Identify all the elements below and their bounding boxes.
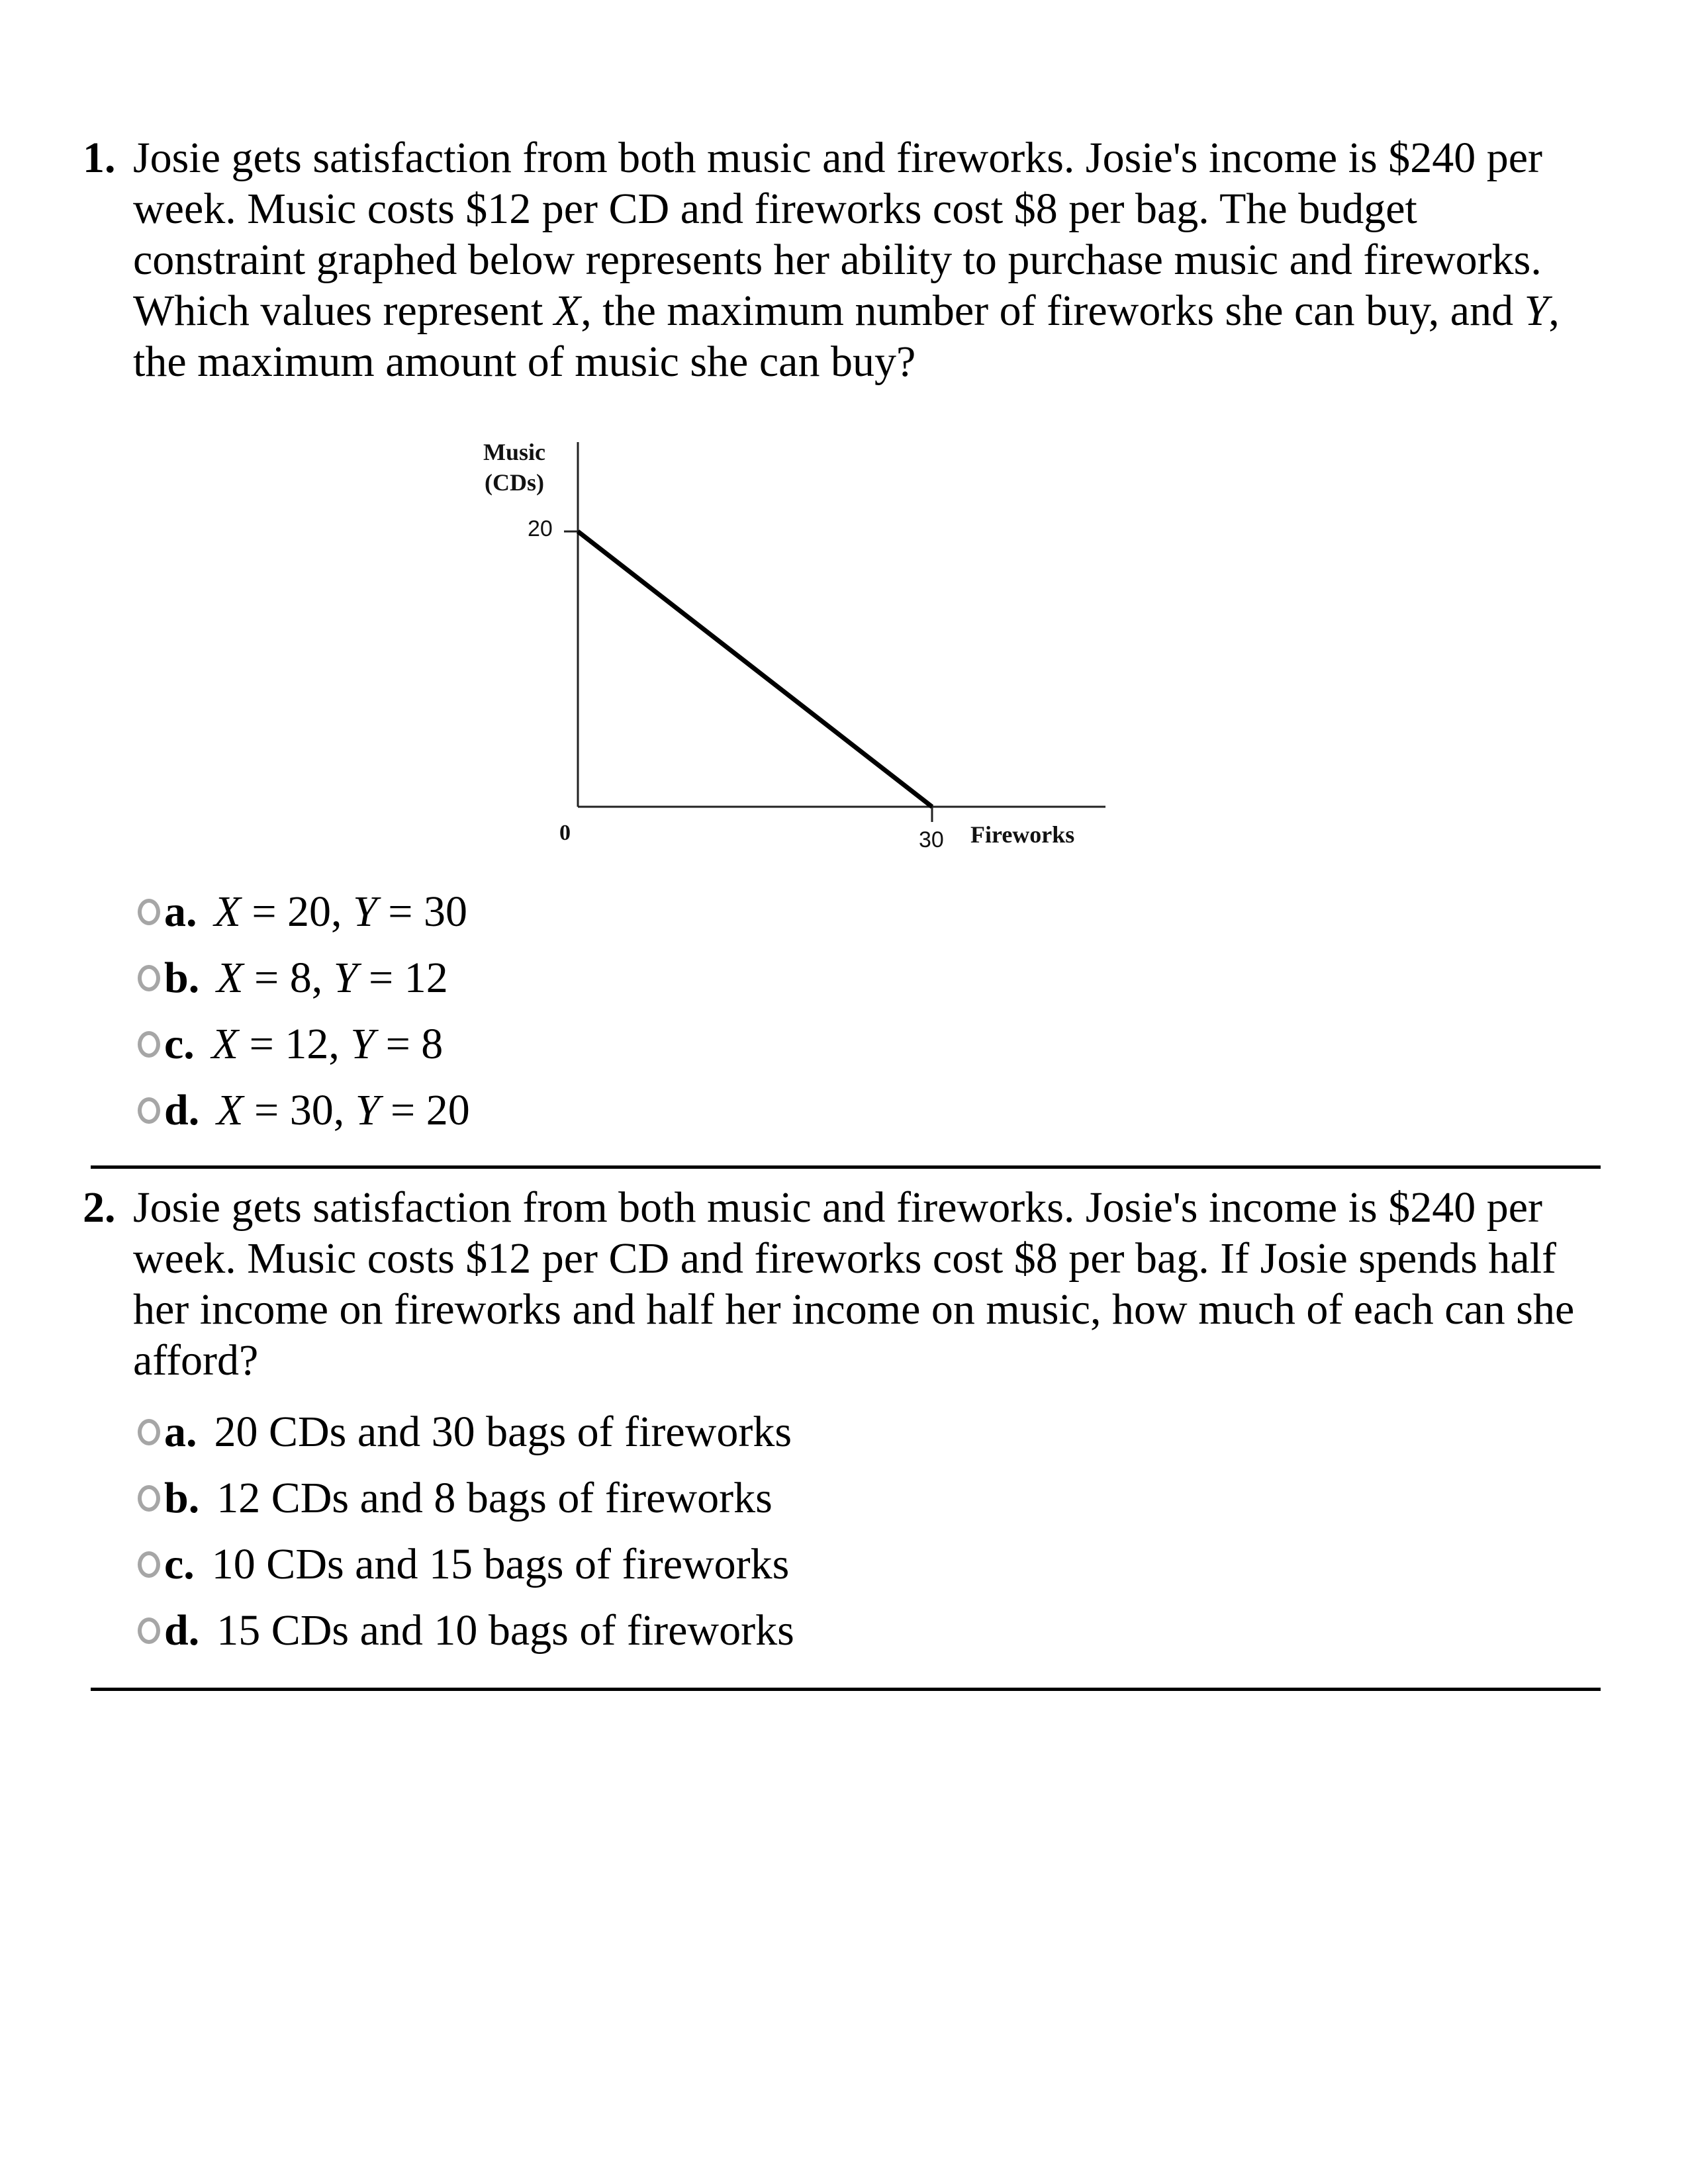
option-text: 15 CDs and 10 bags of fireworks <box>216 1606 794 1655</box>
value: = 12, <box>238 1020 351 1068</box>
stem-text: , the maximum number of fireworks she can buy, and <box>581 287 1524 335</box>
variable-y: Y <box>333 954 358 1002</box>
stem-line: the maximum amount of music she can buy? <box>133 338 916 386</box>
option-text <box>214 887 468 937</box>
radio-button-icon[interactable] <box>138 1097 160 1124</box>
budget-line <box>578 531 932 807</box>
option-letter: b. <box>164 954 200 1002</box>
radio-button-icon[interactable] <box>138 1617 160 1644</box>
y-axis-label-line: (CDs) <box>485 469 544 496</box>
y-axis-label <box>483 437 545 498</box>
y-tick-label: 20 <box>528 516 553 541</box>
x-tick-label: 30 <box>919 827 944 852</box>
option-a[interactable] <box>138 886 467 938</box>
value: = 8 <box>375 1020 444 1068</box>
chart-plot <box>463 424 1152 860</box>
variable-x: X <box>214 887 241 936</box>
radio-button-icon[interactable] <box>138 965 160 991</box>
option-letter: b. <box>164 1474 200 1522</box>
option-text: 20 CDs and 30 bags of fireworks <box>214 1408 792 1456</box>
variable-x: X <box>553 287 581 335</box>
option-text: 10 CDs and 15 bags of fireworks <box>211 1540 790 1588</box>
divider <box>91 1688 1601 1691</box>
option-c[interactable] <box>138 1018 443 1071</box>
stem-line: Josie gets satisfaction from both music and fireworks. Josie's income is $240 per <box>133 1183 1543 1232</box>
value: = 30, <box>243 1086 355 1134</box>
question-1 <box>83 132 1605 387</box>
radio-button-icon[interactable] <box>138 1485 160 1512</box>
question-number: 2. <box>83 1183 116 1232</box>
option-d[interactable] <box>138 1084 470 1137</box>
option-letter: d. <box>164 1606 200 1655</box>
stem-line <box>133 285 1675 336</box>
stem-text: , <box>1548 287 1560 335</box>
question-number: 1. <box>83 134 116 182</box>
question-stem <box>133 132 1675 387</box>
radio-button-icon[interactable] <box>138 899 160 925</box>
option-d[interactable] <box>138 1604 794 1657</box>
y-axis-label-line: Music <box>483 439 545 465</box>
variable-y: Y <box>353 887 377 936</box>
option-text <box>216 953 448 1003</box>
option-a[interactable] <box>138 1406 792 1459</box>
option-letter: c. <box>164 1540 195 1588</box>
radio-button-icon[interactable] <box>138 1419 160 1445</box>
value: = 30 <box>377 887 468 936</box>
value: = 12 <box>357 954 448 1002</box>
option-text <box>216 1085 470 1136</box>
value: = 20 <box>379 1086 470 1134</box>
stem-line: her income on fireworks and half her income on music, how much of each can she <box>133 1285 1575 1334</box>
option-letter: a. <box>164 1408 197 1456</box>
variable-x: X <box>216 954 244 1002</box>
option-letter: c. <box>164 1020 195 1068</box>
origin-label: 0 <box>559 821 571 845</box>
stem-line: constraint graphed below represents her ability to purchase music and fireworks. <box>133 236 1542 284</box>
variable-x: X <box>211 1020 239 1068</box>
option-c[interactable] <box>138 1538 789 1591</box>
stem-line: afford? <box>133 1336 259 1385</box>
option-text <box>212 1019 444 1069</box>
value: = 20, <box>240 887 353 936</box>
variable-y: Y <box>355 1086 380 1134</box>
variable-y: Y <box>1524 287 1549 335</box>
value: = 8, <box>243 954 334 1002</box>
option-text: 12 CDs and 8 bags of fireworks <box>216 1474 773 1522</box>
radio-button-icon[interactable] <box>138 1031 160 1058</box>
stem-line: Josie gets satisfaction from both music and fireworks. Josie's income is $240 per <box>133 134 1543 182</box>
budget-constraint-chart <box>463 424 1152 860</box>
variable-x: X <box>216 1086 244 1134</box>
option-letter: d. <box>164 1086 200 1134</box>
question-2 <box>83 1182 1605 1386</box>
radio-button-icon[interactable] <box>138 1551 160 1578</box>
variable-y: Y <box>350 1020 375 1068</box>
stem-text: Which values represent <box>133 287 554 335</box>
divider <box>91 1165 1601 1169</box>
option-b[interactable] <box>138 952 448 1005</box>
stem-line: week. Music costs $12 per CD and fireworks cost $8 per bag. If Josie spends half <box>133 1234 1557 1283</box>
x-axis-label: Fireworks <box>970 821 1075 848</box>
stem-line: week. Music costs $12 per CD and fireworks cost $8 per bag. The budget <box>133 185 1417 233</box>
option-b[interactable] <box>138 1472 773 1525</box>
option-letter: a. <box>164 887 197 936</box>
question-stem <box>133 1182 1675 1386</box>
